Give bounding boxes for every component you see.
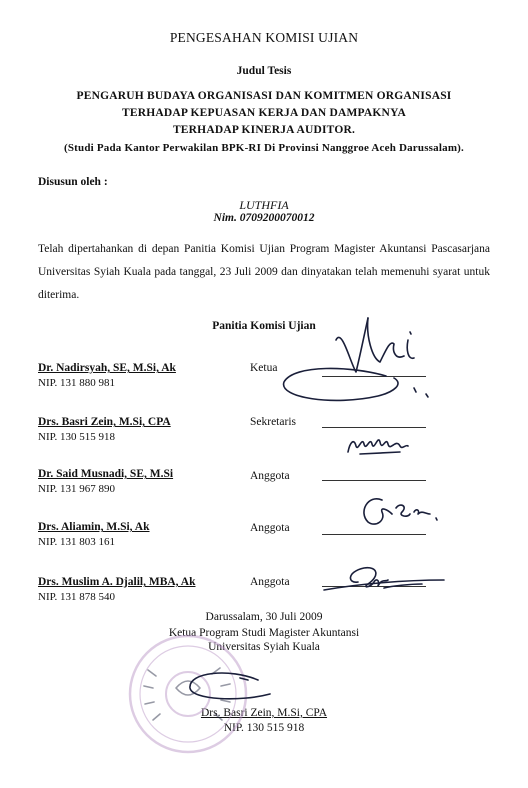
- member-role: Anggota: [250, 522, 290, 534]
- member-name: Dr. Said Musnadi, SE, M.Si: [38, 468, 174, 480]
- member-name: Drs. Basri Zein, M.Si, CPA: [38, 416, 171, 428]
- approval-signer-name: Drs. Basri Zein, M.Si, CPA: [200, 707, 328, 719]
- member-name: Drs. Muslim A. Djalil, MBA, Ak: [38, 576, 196, 588]
- member-nip: NIP. 131 803 161: [38, 536, 116, 548]
- page-title: PENGESAHAN KOMISI UJIAN: [169, 30, 359, 45]
- author-name: LUTHFIA: [239, 198, 289, 212]
- signature-anggota-1: [340, 422, 430, 462]
- thesis-title-label: Judul Tesis: [236, 65, 292, 77]
- approval-place-date: Darussalam, 30 Juli 2009: [205, 611, 323, 623]
- signature-line: [322, 480, 426, 481]
- author-nim: Nim. 0709200070012: [213, 212, 315, 224]
- approval-position: Ketua Program Studi Magister Akuntansi: [168, 627, 360, 639]
- signature-ketua-program: [170, 650, 300, 710]
- thesis-title-line-1: PENGARUH BUDAYA ORGANISASI DAN KOMITMEN ORGANISASI: [76, 90, 452, 102]
- thesis-title-line-2: TERHADAP KEPUASAN KERJA DAN DAMPAKNYA: [121, 107, 407, 119]
- thesis-title-line-3: TERHADAP KINERJA AUDITOR.: [172, 124, 356, 136]
- signature-anggota-3: [318, 558, 458, 598]
- author-label: Disusun oleh :: [38, 176, 108, 188]
- member-nip: NIP. 131 967 890: [38, 483, 116, 495]
- signature-line: [322, 534, 426, 535]
- signature-ketua: [276, 310, 436, 406]
- member-role: Anggota: [250, 576, 290, 588]
- signature-anggota-2: [352, 488, 452, 534]
- member-role: Sekretaris: [250, 416, 296, 428]
- member-name: Drs. Aliamin, M.Si, Ak: [38, 521, 150, 533]
- thesis-study-location: (Studi Pada Kantor Perwakilan BPK-RI Di Provinsi Nanggroe Aceh Darussalam).: [63, 142, 465, 154]
- member-name: Dr. Nadirsyah, SE, M.Si, Ak: [38, 362, 176, 374]
- member-nip: NIP. 130 515 918: [38, 431, 116, 443]
- defense-statement: Telah dipertahankan di depan Panitia Komisi Ujian Program Magister Akuntansi Pascasarjana Universitas Syiah Kuala pada tanggal, 23 Juli 2009 dan dinyatakan telah memenuhi syarat untuk diterima.: [38, 243, 490, 301]
- member-nip: NIP. 131 880 981: [38, 377, 116, 389]
- approval-university: Universitas Syiah Kuala: [208, 641, 320, 653]
- member-role: Anggota: [250, 470, 290, 482]
- approval-signer-nip: NIP. 130 515 918: [223, 722, 305, 734]
- member-nip: NIP. 131 878 540: [38, 591, 116, 603]
- member-role: Ketua: [250, 362, 278, 374]
- committee-heading: Panitia Komisi Ujian: [212, 320, 316, 332]
